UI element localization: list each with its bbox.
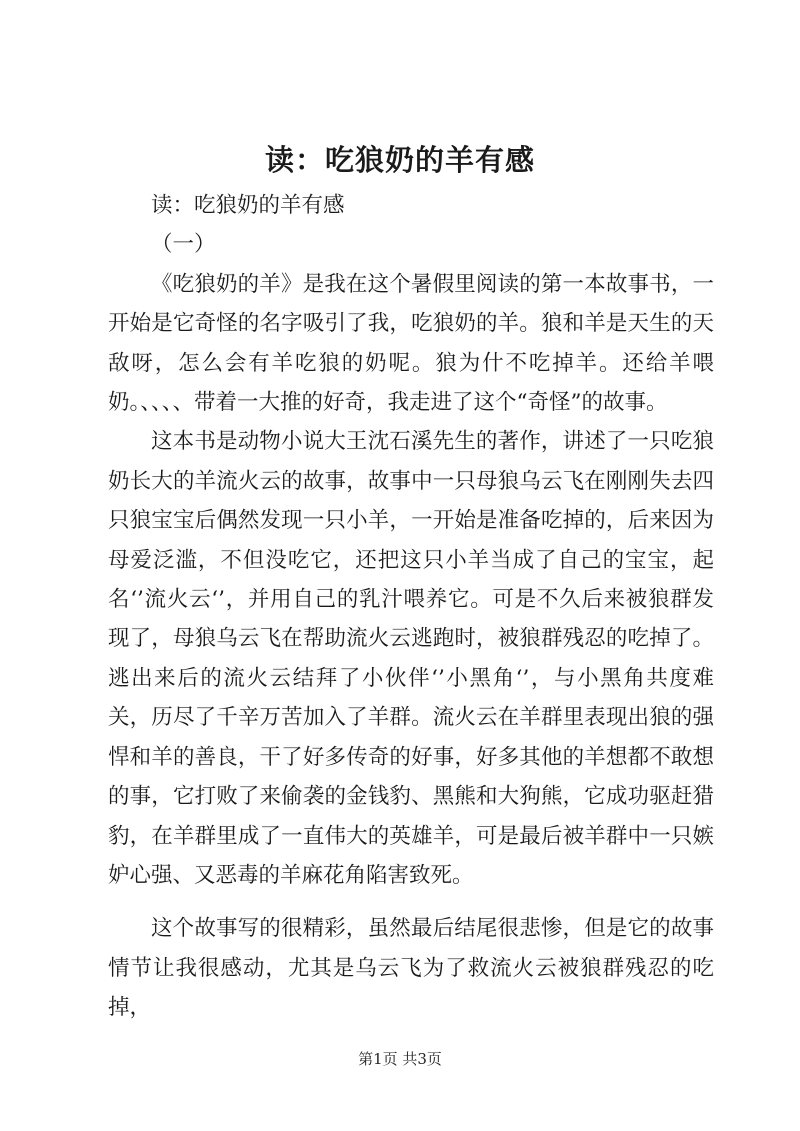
document-body	[108, 186, 714, 1028]
subtitle-line: 读：吃狼奶的羊有感	[151, 193, 345, 218]
document-title: 读：吃狼奶的羊有感	[264, 143, 535, 177]
paragraph-1: 《吃狼奶的羊》是我在这个暑假里阅读的第一本故事书，一开始是它奇怪的名字吸引了我，吃狼奶的羊。狼和羊是天生的天敌呀，怎么会有羊吃狼的奶呢。狼为什不吃掉羊。还给羊喂奶。、、、、带着一大推的好奇，我走进了这个“奇怪”的故事。	[108, 271, 714, 416]
section-marker: （一）	[151, 232, 216, 258]
paragraph-2: 这本书是动物小说大王沈石溪先生的著作，讲述了一只吃狼奶长大的羊流火云的故事，故事中一只母狼乌云飞在刚刚失去四只狼宝宝后偶然发现一只小羊，一开始是准备吃掉的，后来因为母爱泛滥，不但没吃它，还把这只小羊当成了自己的宝宝，起名‘’流火云‘’，并用自己的乳汁喂养它。可是不久后来被狼群发现了，母狼乌云飞在帮助流火云逃跑时，被狼群残忍的吃掉了。逃出来后的流火云结拜了小伙伴‘’小黑角‘’，与小黑角共度难关，历尽了千辛万苦加入了羊群。流火云在羊群里表现出狼的强悍和羊的善良，干了好多传奇的好事，好多其他的羊想都不敢想的事，它打败了来偷袭的金钱豹、黑熊和大狗熊，它成功驱赶猎豹，在羊群里成了一直伟大的英雄羊，可是最后被羊群中一只嫉妒心强、又恶毒的羊麻花角陷害致死。	[108, 429, 714, 888]
page-footer: 第1页 共3页	[358, 1050, 442, 1068]
paragraph-3: 这个故事写的很精彩，虽然最后结尾很悲惨，但是它的故事情节让我很感动，尤其是乌云飞为了救流火云被狼群残忍的吃掉，	[108, 916, 714, 1021]
